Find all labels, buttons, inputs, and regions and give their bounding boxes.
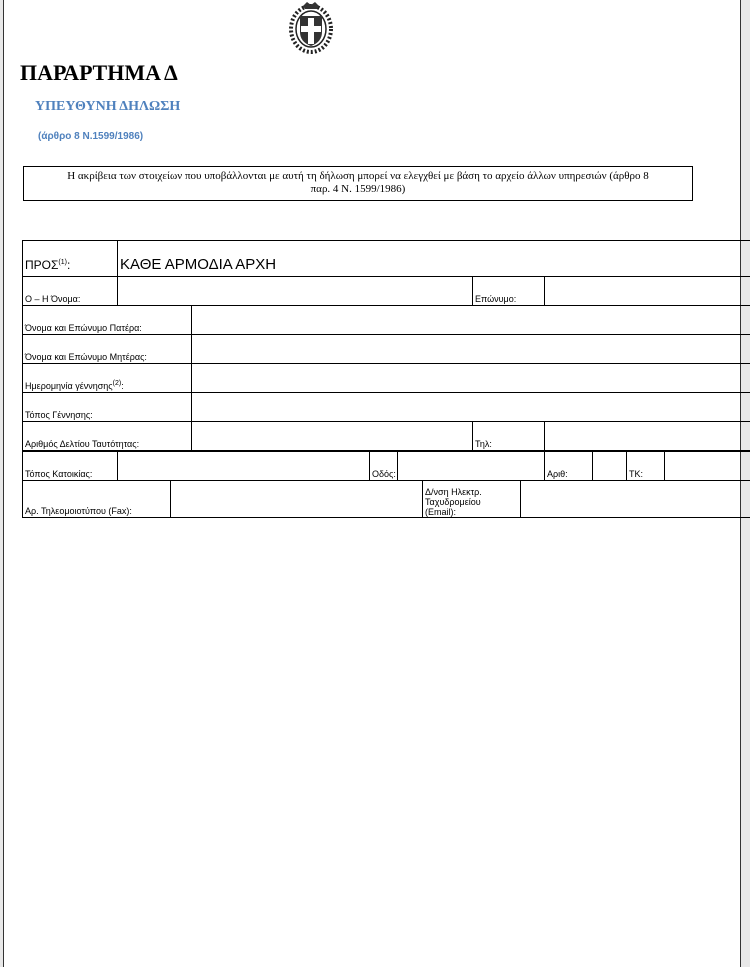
father-name-label: Όνομα και Επώνυμο Πατέρα: xyxy=(25,323,142,333)
law-reference: (άρθρο 8 Ν.1599/1986) xyxy=(38,131,144,142)
table-row xyxy=(23,335,750,364)
first-name-field[interactable] xyxy=(118,277,473,306)
first-name-label: Ο – Η Όνομα: xyxy=(25,294,81,304)
document-subtitle: ΥΠΕΥΘΥΝΗ ΔΗΛΩΣΗ xyxy=(35,99,181,114)
document-page xyxy=(3,0,741,967)
surname-label-cell xyxy=(473,277,545,306)
mother-label-cell xyxy=(23,335,192,364)
first-name-label-cell xyxy=(23,277,118,306)
notice-line-1: Η ακρίβεια των στοιχείων που υποβάλλονται με αυτή τη δήλωση μπορεί να ελεγχθεί με βάση το αρχείο άλλων υπηρεσιών (άρθρο 8 xyxy=(67,170,649,182)
residence-label: Τόπος Κατοικίας: xyxy=(25,469,93,479)
birthplace-field[interactable] xyxy=(192,393,750,422)
birthdate-label: Ημερομηνία γέννησης$^{(2)}$: xyxy=(25,380,124,391)
postcode-label-cell xyxy=(627,451,665,481)
email-label-line-1: Δ/νση Ηλεκτρ. xyxy=(425,487,482,497)
birthdate-field[interactable] xyxy=(192,364,750,393)
birthplace-label-cell xyxy=(23,393,192,422)
birthplace-label: Τόπος Γέννησης: xyxy=(25,410,93,420)
fax-label-cell xyxy=(23,481,171,518)
phone-label-cell xyxy=(473,422,545,452)
email-label-line-2: Ταχυδρομείου xyxy=(425,497,481,507)
father-label-cell xyxy=(23,306,192,335)
surname-label: Επώνυμο: xyxy=(475,294,517,304)
pros-label: ΠΡΟΣ$^{(1)}$: xyxy=(25,258,71,272)
table-row xyxy=(23,364,750,393)
email-label-cell xyxy=(423,481,521,518)
street-label: Οδός: xyxy=(372,469,396,479)
birthdate-label-cell xyxy=(23,364,192,393)
surname-field[interactable] xyxy=(545,277,750,306)
postcode-field[interactable] xyxy=(665,451,750,481)
pros-value: ΚΑΘΕ ΑΡΜΟΔΙΑ ΑΡΧΗ xyxy=(120,256,277,273)
mother-name-field[interactable] xyxy=(192,335,750,364)
email-field[interactable] xyxy=(521,481,750,518)
residence-field[interactable] xyxy=(118,451,370,481)
postcode-label: ΤΚ: xyxy=(629,469,644,479)
phone-field[interactable] xyxy=(545,422,750,452)
father-name-field[interactable] xyxy=(192,306,750,335)
pros-label-cell xyxy=(23,241,118,277)
id-label-cell xyxy=(23,422,192,452)
table-row xyxy=(23,277,750,306)
street-number-field[interactable] xyxy=(593,451,627,481)
table-row xyxy=(23,306,750,335)
street-field[interactable] xyxy=(398,451,545,481)
street-number-label: Αριθ: xyxy=(547,469,568,479)
table-row xyxy=(23,422,750,452)
mother-name-label: Όνομα και Επώνυμο Μητέρας: xyxy=(25,352,147,362)
table-row xyxy=(23,393,750,422)
phone-label: Τηλ: xyxy=(475,439,492,449)
table-row xyxy=(23,241,750,277)
page-title: ΠΑΡΑΡΤΗΜΑ Δ xyxy=(20,60,178,85)
accuracy-notice xyxy=(23,166,693,201)
id-number-field[interactable] xyxy=(192,422,473,452)
declaration-form-table xyxy=(22,240,750,518)
coat-of-arms-emblem xyxy=(287,0,335,56)
table-row xyxy=(23,481,750,518)
street-label-cell xyxy=(370,451,398,481)
fax-field[interactable] xyxy=(171,481,423,518)
email-label-line-3: (Email): xyxy=(425,507,457,517)
fax-label: Αρ. Τηλεομοιοτύπου (Fax): xyxy=(25,506,132,516)
notice-line-2: παρ. 4 Ν. 1599/1986) xyxy=(310,183,406,195)
number-label-cell xyxy=(545,451,593,481)
id-number-label: Αριθμός Δελτίου Ταυτότητας: xyxy=(25,439,140,449)
table-row xyxy=(23,451,750,481)
residence-label-cell xyxy=(23,451,118,481)
pros-value-cell xyxy=(118,241,750,277)
